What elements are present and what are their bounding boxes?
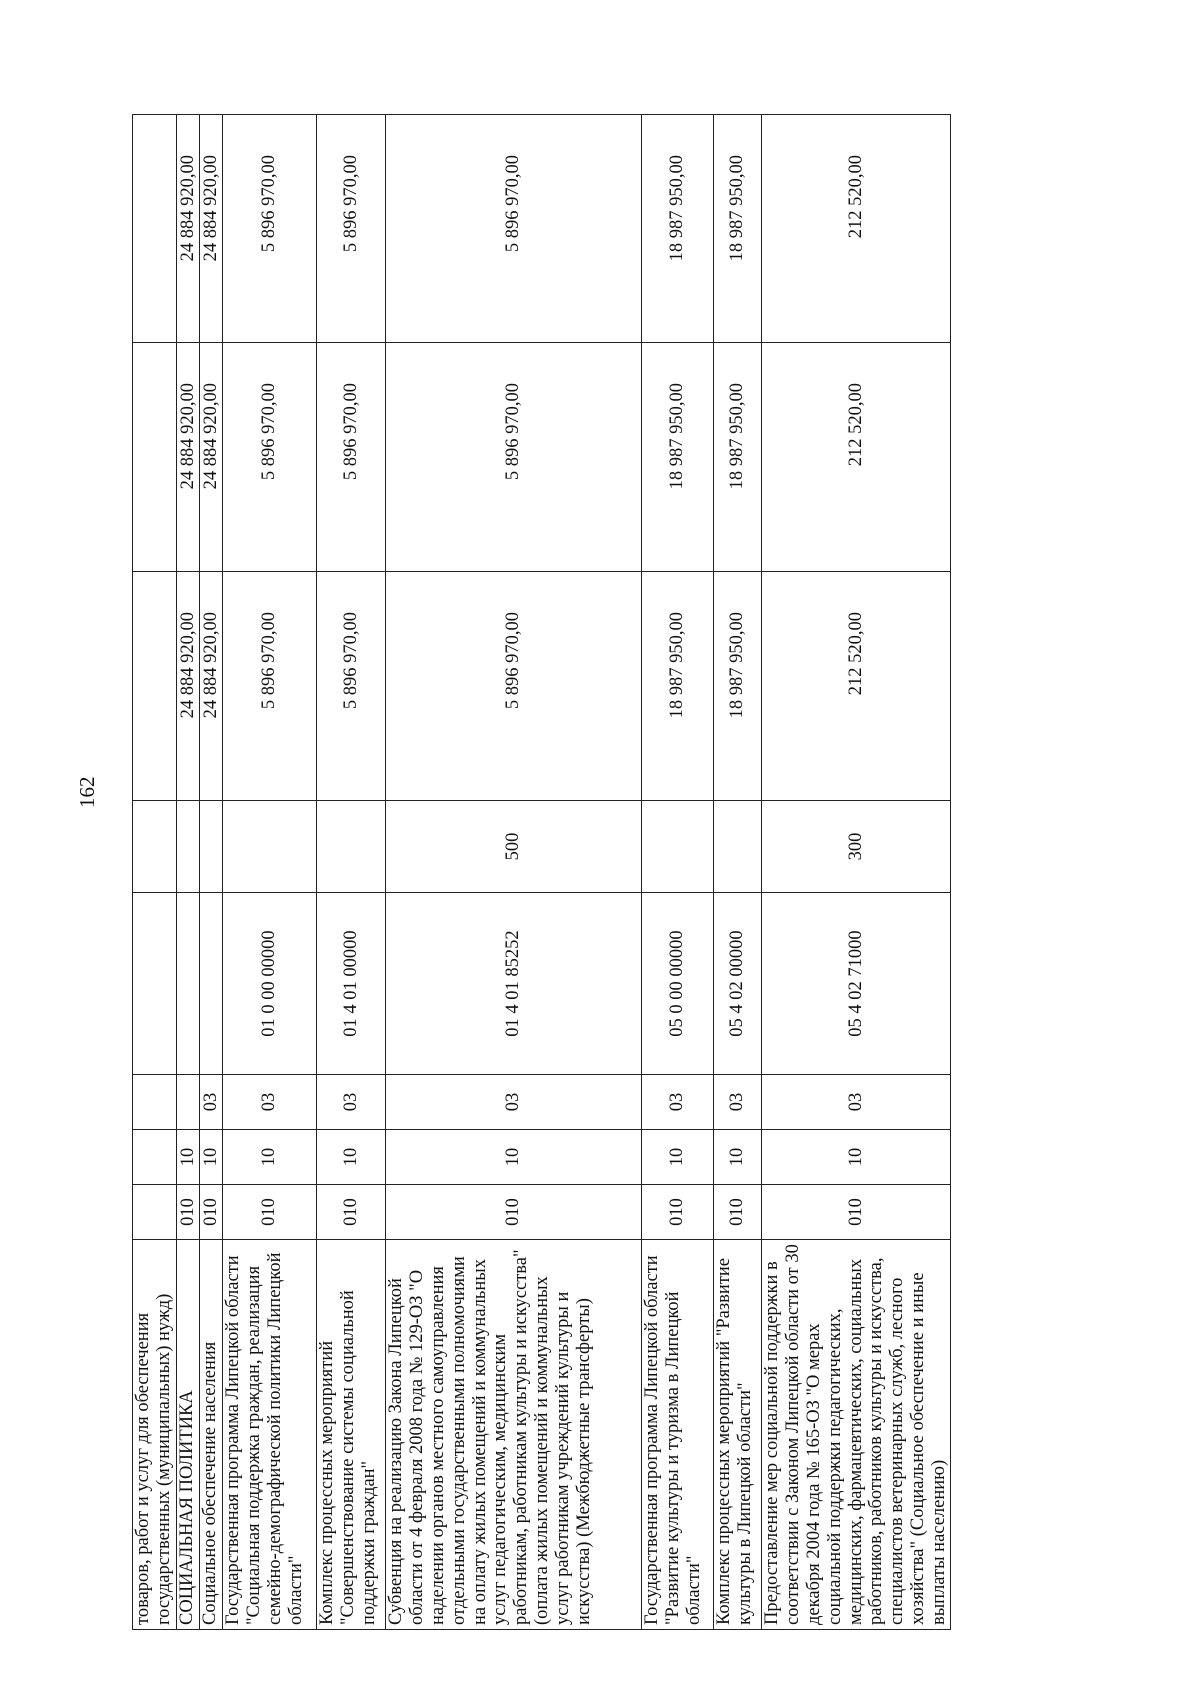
sum-2 (133, 343, 177, 572)
sum-1: 5 896 970,00 (317, 572, 386, 801)
pr-cell: 03 (386, 1075, 642, 1130)
rz-cell: 10 (177, 1130, 200, 1185)
pr-cell: 03 (317, 1075, 386, 1130)
row-name: Государственная программа Липецкой области "Социальная поддержка граждан, реализация семейно-демографической политики Липецкой области" (223, 1240, 317, 1630)
vr-cell (642, 801, 714, 893)
table-row (642, 115, 714, 1630)
vr-cell (200, 801, 223, 893)
pr-cell: 03 (223, 1075, 317, 1130)
sum-1 (133, 572, 177, 801)
row-name: Комплекс процессных мероприятий "Развитие культуры в Липецкой области" (714, 1240, 762, 1630)
csr-cell: 05 4 02 71000 (762, 893, 951, 1075)
rz-cell: 10 (317, 1130, 386, 1185)
sum-1: 24 884 920,00 (177, 572, 200, 801)
table-row (133, 115, 177, 1630)
sum-2: 212 520,00 (762, 343, 951, 572)
vr-cell (223, 801, 317, 893)
rz-cell: 10 (223, 1130, 317, 1185)
sum-2: 18 987 950,00 (714, 343, 762, 572)
row-name: Государственная программа Липецкой области "Развитие культуры и туризма в Липецкой области" (642, 1240, 714, 1630)
rz-cell (133, 1130, 177, 1185)
row-name: Социальное обеспечение населения (200, 1240, 223, 1630)
sum-1: 24 884 920,00 (200, 572, 223, 801)
sum-1: 18 987 950,00 (642, 572, 714, 801)
table-row (386, 115, 642, 1630)
sum-3: 18 987 950,00 (714, 115, 762, 343)
sum-3 (133, 115, 177, 343)
pr-cell: 03 (714, 1075, 762, 1130)
csr-cell: 05 0 00 00000 (642, 893, 714, 1075)
pr-cell: 03 (200, 1075, 223, 1130)
sum-1: 212 520,00 (762, 572, 951, 801)
sum-2: 5 896 970,00 (386, 343, 642, 572)
sum-3: 212 520,00 (762, 115, 951, 343)
vr-cell: 500 (386, 801, 642, 893)
sum-3: 24 884 920,00 (177, 115, 200, 343)
rz-cell: 10 (642, 1130, 714, 1185)
sum-3: 24 884 920,00 (200, 115, 223, 343)
sum-2: 24 884 920,00 (177, 343, 200, 572)
row-name: товаров, работ и услуг для обеспечения государственных (муниципальных) нужд) (133, 1240, 177, 1630)
csr-cell: 05 4 02 00000 (714, 893, 762, 1075)
rz-cell: 10 (386, 1130, 642, 1185)
csr-cell: 01 4 01 85252 (386, 893, 642, 1075)
budget-table-container (132, 115, 950, 1630)
budget-table (132, 114, 951, 1630)
csr-cell: 01 4 01 00000 (317, 893, 386, 1075)
rz-cell: 10 (714, 1130, 762, 1185)
csr-cell (133, 893, 177, 1075)
sum-1: 18 987 950,00 (714, 572, 762, 801)
table-row (223, 115, 317, 1630)
ved-cell: 010 (200, 1185, 223, 1240)
ved-cell: 010 (386, 1185, 642, 1240)
sum-2: 18 987 950,00 (642, 343, 714, 572)
sum-3: 5 896 970,00 (223, 115, 317, 343)
sum-2: 24 884 920,00 (200, 343, 223, 572)
csr-cell: 01 0 00 00000 (223, 893, 317, 1075)
rz-cell: 10 (200, 1130, 223, 1185)
csr-cell (177, 893, 200, 1075)
ved-cell: 010 (223, 1185, 317, 1240)
ved-cell (133, 1185, 177, 1240)
sum-1: 5 896 970,00 (386, 572, 642, 801)
pr-cell (133, 1075, 177, 1130)
rz-cell: 10 (762, 1130, 951, 1185)
pr-cell (177, 1075, 200, 1130)
table-row (714, 115, 762, 1630)
ved-cell: 010 (714, 1185, 762, 1240)
pr-cell: 03 (762, 1075, 951, 1130)
ved-cell: 010 (177, 1185, 200, 1240)
pr-cell: 03 (642, 1075, 714, 1130)
table-row (200, 115, 223, 1630)
table-row (317, 115, 386, 1630)
table-row (177, 115, 200, 1630)
vr-cell (714, 801, 762, 893)
row-name: Предоставление мер социальной поддержки в соответствии с Законом Липецкой области от 30 декабря 2004 года № 165-ОЗ "О мерах социальной поддержки педагогических, медицинских, фармацевтических, социальных работников, работников культуры и искусства, специалистов ветеринарных служб, лесного хозяйства" (Социальное обеспечение и иные выплаты населению) (762, 1240, 951, 1630)
sum-3: 18 987 950,00 (642, 115, 714, 343)
sum-2: 5 896 970,00 (223, 343, 317, 572)
vr-cell (177, 801, 200, 893)
vr-cell (133, 801, 177, 893)
table-row (762, 115, 951, 1630)
vr-cell: 300 (762, 801, 951, 893)
ved-cell: 010 (762, 1185, 951, 1240)
ved-cell: 010 (317, 1185, 386, 1240)
sum-3: 5 896 970,00 (317, 115, 386, 343)
vr-cell (317, 801, 386, 893)
page-number: 162 (75, 776, 99, 808)
ved-cell: 010 (642, 1185, 714, 1240)
sum-3: 5 896 970,00 (386, 115, 642, 343)
sum-2: 5 896 970,00 (317, 343, 386, 572)
row-name: Комплекс процессных мероприятий "Совершенствование системы социальной поддержки граждан" (317, 1240, 386, 1630)
sum-1: 5 896 970,00 (223, 572, 317, 801)
row-name: Субвенция на реализацию Закона Липецкой области от 4 февраля 2008 года № 129-ОЗ "О наделении органов местного самоуправления отдельными государственными полномочиями на оплату жилых помещений и коммунальных услуг педагогическим, медицинским работникам, работникам культуры и искусства" (оплата жилых помещений и коммунальных услуг работникам учреждений культуры и искусства) (Межбюджетные трансферты) (386, 1240, 642, 1630)
row-name: СОЦИАЛЬНАЯ ПОЛИТИКА (177, 1240, 200, 1630)
csr-cell (200, 893, 223, 1075)
